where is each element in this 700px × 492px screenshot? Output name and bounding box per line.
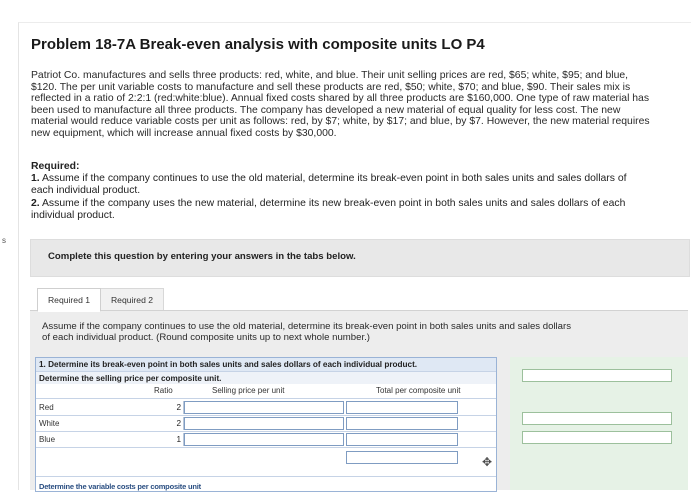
table-divider — [36, 447, 496, 448]
selling-price-input-red[interactable] — [184, 401, 344, 414]
description-line: material would reduce variable costs per unit as follows: red, by $7; white, by $17; and blue, by $7. However, the new material requires — [31, 116, 650, 128]
description-line: $120. The per unit variable costs to manufacture and sell these products are red, $50; white, $70; and blue, $90. Their sales mix is — [31, 81, 631, 93]
tab-required-1[interactable]: Required 1 — [37, 288, 101, 312]
required-item-2-line: individual product. — [31, 209, 115, 221]
total-composite-input-white[interactable] — [346, 417, 458, 430]
description-line: new equipment, which will increase annual fixed costs by $30,000. — [31, 127, 337, 139]
move-cursor-icon: ✥ — [482, 455, 493, 469]
total-composite-input-red[interactable] — [346, 401, 458, 414]
description-line: Patriot Co. manufactures and sells three products: red, white, and blue. Their unit selling prices are red, $65; white, $95; and blue, — [31, 70, 629, 81]
required-item-1 — [31, 173, 681, 196]
next-section-header: Determine the variable costs per composite unit — [39, 482, 201, 491]
composite-unit-table — [35, 357, 497, 492]
answer-area — [510, 357, 688, 490]
total-composite-input-blue[interactable] — [346, 433, 458, 446]
panel-instructions-line: Assume if the company continues to use the old material, determine its break-even point in both sales units and sales dollars — [42, 321, 572, 332]
required-item-2 — [31, 198, 681, 221]
required-item-2-line: Assume if the company uses the new material, determine its new break-even point in both sales units and sales dollars of each — [42, 198, 626, 209]
required-item-1-line: Assume if the company continues to use the old material, determine its break-even point in both sales units and sales dollars of — [42, 173, 627, 184]
instruction-bar — [30, 239, 690, 277]
total-selling-price-input[interactable] — [346, 451, 458, 464]
ratio-value-red: 2 — [120, 401, 184, 414]
required-item-1-number: 1. — [31, 173, 40, 184]
answer-cell[interactable] — [522, 412, 672, 425]
panel-instructions-line: of each individual product. (Round composite units up to next whole number.) — [42, 331, 370, 343]
row-label-blue: Blue — [39, 435, 56, 444]
answer-cell[interactable] — [522, 369, 672, 382]
column-header-selling-price: Selling price per unit — [212, 386, 285, 395]
selling-price-input-blue[interactable] — [184, 433, 344, 446]
problem-title: Problem 18-7A Break-even analysis with composite units LO P4 — [31, 36, 485, 53]
row-label-white: White — [39, 419, 60, 428]
problem-description — [31, 70, 691, 140]
ratio-value-blue: 1 — [120, 433, 184, 446]
column-header-total-per-composite: Total per composite unit — [376, 386, 461, 395]
table-subsection-header: Determine the selling price per composite unit. — [36, 371, 496, 384]
required-heading: Required: — [31, 161, 80, 172]
tab-panel — [30, 310, 688, 490]
instruction-text: Complete this question by entering your answers in the tabs below. — [48, 251, 356, 262]
table-section-header: 1. Determine its break-even point in both sales units and sales dollars of each individual product. — [36, 358, 496, 371]
required-item-1-line: each individual product. — [31, 184, 141, 196]
table-divider — [36, 415, 496, 416]
table-divider — [36, 476, 496, 477]
required-item-2-number: 2. — [31, 198, 40, 209]
table-divider — [36, 398, 496, 399]
answer-cell[interactable] — [522, 431, 672, 444]
page-edge-mark: s — [2, 236, 6, 245]
tab-required-2[interactable]: Required 2 — [100, 288, 164, 312]
selling-price-input-white[interactable] — [184, 417, 344, 430]
panel-instructions — [42, 322, 642, 344]
column-header-ratio: Ratio — [154, 386, 173, 395]
table-divider — [36, 431, 496, 432]
row-label-red: Red — [39, 403, 54, 412]
description-line: been used to manufacture all three products. The company has developed a new material of equal quality for less cost. The new — [31, 104, 621, 116]
description-line: reflected in a ratio of 2:2:1 (red:white:blue). Annual fixed costs shared by all three products are $160,000. One type of raw material has — [31, 93, 650, 105]
ratio-value-white: 2 — [120, 417, 184, 430]
